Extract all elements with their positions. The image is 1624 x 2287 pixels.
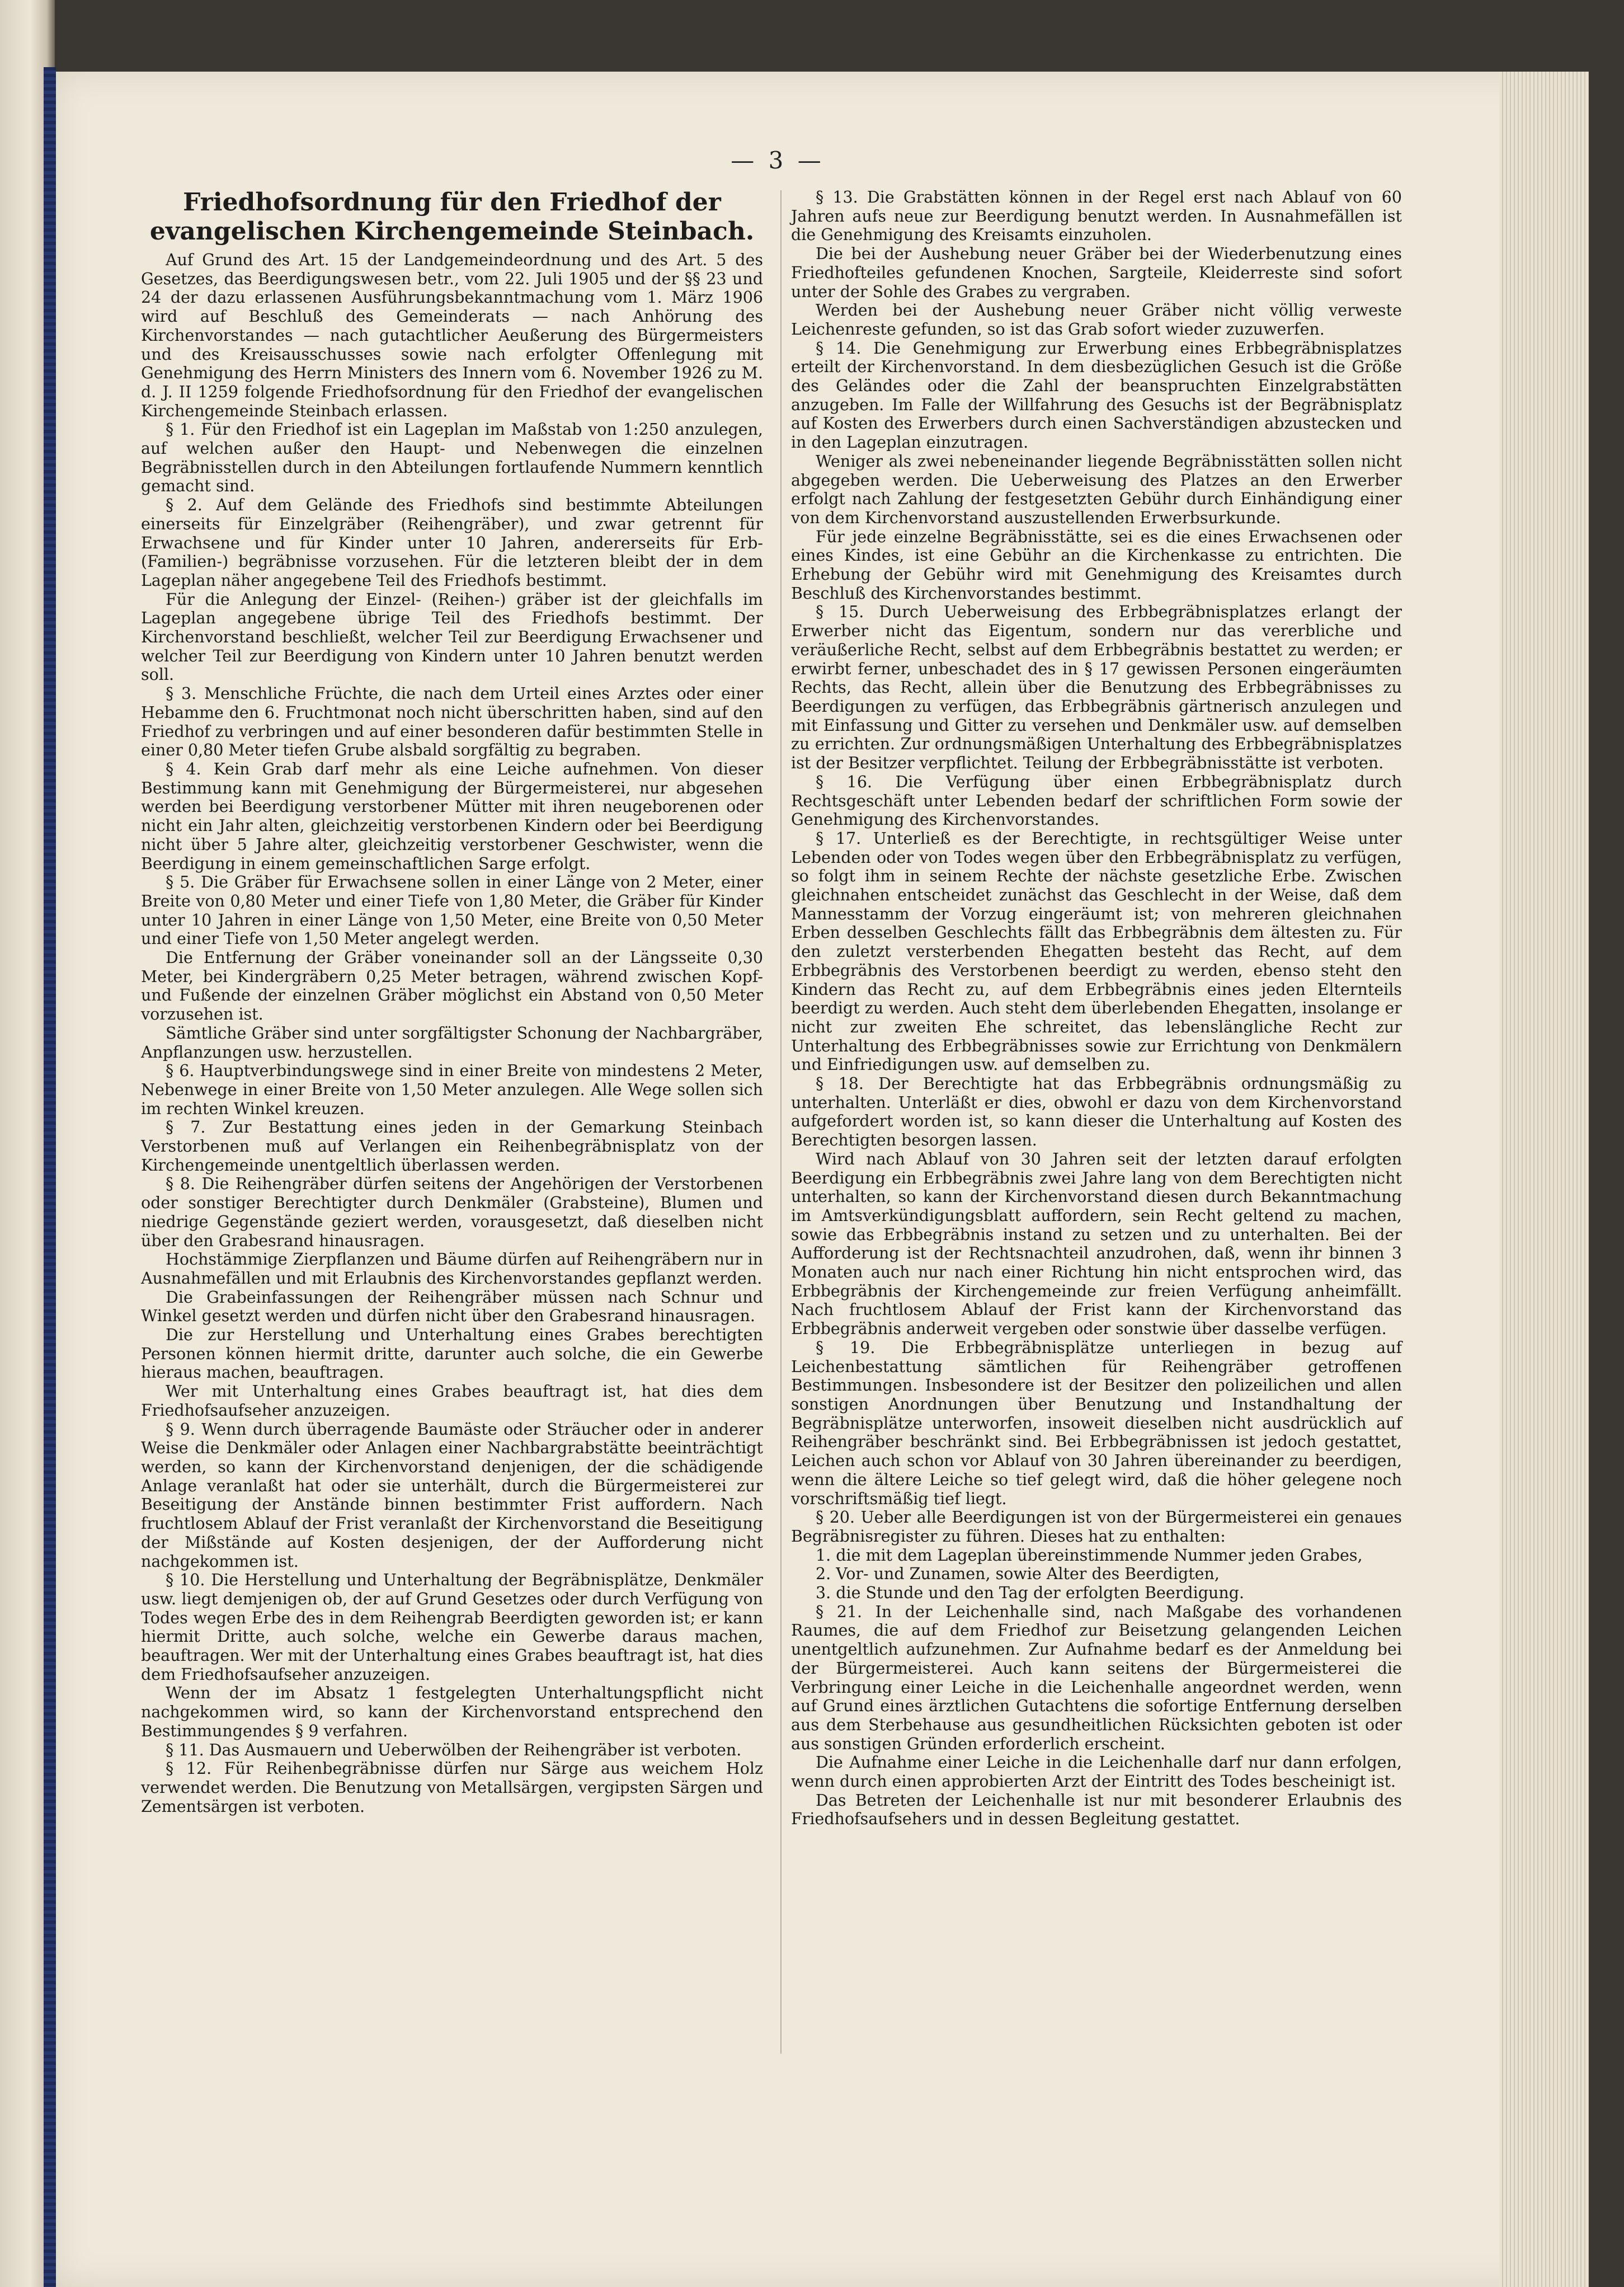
paragraph: Die bei der Aushebung neuer Gräber bei der Wiederbenutzung eines Friedhofteiles gefundenen Knochen, Sargteile, Kleiderreste sind sofort unter der Sohle des Grabes zu vergraben. [791, 245, 1402, 301]
paragraph: § 7. Zur Bestattung eines jeden in der Gemarkung Steinbach Verstorbenen muß auf Verlangen ein Reihenbegräbnisplatz von der Kirchengemeinde unentgeltlich überlassen werden. [141, 1118, 763, 1175]
paragraph: § 14. Die Genehmigung zur Erwerbung eines Erbbegräbnisplatzes erteilt der Kirchenvorstand. In dem diesbezüglichen Gesuch ist die Größe des Geländes oder die Zahl der beanspruchten Einzelgrabstätten anzugeben. Im Falle der Willfahrung des Gesuchs ist der Begräbnisplatz auf Kosten des Erwerbers durch einen Sachverständigen abzustecken und in den Lageplan einzutragen. [791, 339, 1402, 452]
paragraph: Die Grabeinfassungen der Reihengräber müssen nach Schnur und Winkel gesetzt werden und dürfen nicht über den Grabesrand hinausragen. [141, 1288, 763, 1326]
right-column [791, 188, 1402, 1829]
list-item: 2. Vor- und Zunamen, sowie Alter des Beerdigten, [816, 1565, 1220, 1584]
paragraph: § 9. Wenn durch überragende Baumäste oder Sträucher oder in anderer Weise die Denkmäler oder Anlagen einer Nachbargrabstätte beeinträchtigt werden, so kann der Kirchenvorstand denjenigen, der die schädigende Anlage veranlaßt hat oder sie unterhält, durch die Bürgermeisterei zur Beseitigung der Anstände binnen bestimmter Frist auffordern. Nach fruchtlosem Ablauf der Frist veranlaßt der Kirchenvorstand die Beseitigung der Mißstände auf Kosten desjenigen, der der Aufforderung nicht nachgekommen ist. [141, 1420, 763, 1571]
paragraph: Die Aufnahme einer Leiche in die Leichenhalle darf nur dann erfolgen, wenn durch einen approbierten Arzt der Eintritt des Todes bescheinigt ist. [791, 1753, 1402, 1791]
paragraph: § 5. Die Gräber für Erwachsene sollen in einer Länge von 2 Meter, einer Breite von 0,80 Meter und einer Tiefe von 1,80 Meter, die Gräber für Kinder unter 10 Jahren in einer Länge von 1,50 Meter, eine Breite von 0,50 Meter und einer Tiefe von 1,50 Meter angelegt werden. [141, 873, 763, 948]
paragraph: Wenn der im Absatz 1 festgelegten Unterhaltungspflicht nicht nachgekommen wird, so kann der Kirchenvorstand entsprechend den Bestimmungendes § 9 verfahren. [141, 1684, 763, 1740]
paragraph: Weniger als zwei nebeneinander liegende Begräbnisstätten sollen nicht abgegeben werden. Die Ueberweisung des Platzes an den Erwerber erfolgt nach Zahlung der festgesetzten Gebühr durch Einhändigung einer von dem Kirchenvorstand auszustellenden Erwerbsurkunde. [791, 452, 1402, 527]
paragraph: § 19. Die Erbbegräbnisplätze unterliegen in bezug auf Leichenbestattung sämtlichen für Reihengräber getroffenen Bestimmungen. Insbesondere ist der Besitzer den polizeilichen und allen sonstigen Anordnungen über Benutzung und Instandhaltung der Begräbnisplätze unterworfen, insoweit dieselben nicht ausdrücklich auf Reihengräber beschränkt sind. Bei Erbbegräbnissen ist jedoch gestattet, Leichen auch schon vor Ablauf von 30 Jahren übereinander zu beerdigen, wenn die ältere Leiche so tief gelegt wird, daß die höher gelegene noch vorschriftsmäßig tief liegt. [791, 1338, 1402, 1508]
paragraph: Für jede einzelne Begräbnisstätte, sei es die eines Erwachsenen oder eines Kindes, ist eine Gebühr an die Kirchenkasse zu entrichten. Die Erhebung der Gebühr wird mit Genehmigung des Kreisamtes durch Beschluß des Kirchenvorstandes bestimmt. [791, 527, 1402, 603]
paragraph: Die Entfernung der Gräber voneinander soll an der Längsseite 0,30 Meter, bei Kindergräbern 0,25 Meter betragen, während zwischen Kopf- und Fußende der einzelnen Gräber möglichst ein Abstand von 0,50 Meter vorzusehen ist. [141, 948, 763, 1024]
paragraph: § 11. Das Ausmauern und Ueberwölben der Reihengräber ist verboten. [166, 1740, 742, 1759]
paragraph: § 10. Die Herstellung und Unterhaltung der Begräbnisplätze, Denkmäler usw. liegt demjenigen ob, der auf Grund Gesetzes oder durch Verfügung von Todes wegen Erbe des in dem Reihengrab Beerdigten geworden ist; er kann hiermit Dritte, auch solche, welche ein Gewerbe daraus machen, beauftragen. Wer mit der Unterhaltung eines Grabes beauftragt ist, hat dies dem Friedhofsaufseher anzuzeigen. [141, 1571, 763, 1684]
paragraph: § 6. Hauptverbindungswege sind in einer Breite von mindestens 2 Meter, Nebenwege in einer Breite von 1,50 Meter anzulegen. Alle Wege sollen sich im rechten Winkel kreuzen. [141, 1062, 763, 1118]
list-item: 1. die mit dem Lageplan übereinstimmende Nummer jeden Grabes, [816, 1546, 1363, 1565]
column-divider [780, 190, 782, 2054]
paragraph: § 8. Die Reihengräber dürfen seitens der Angehörigen der Verstorbenen oder sonstiger Berechtigter durch Denkmäler (Grabsteine), Blumen und niedrige Gegenstände geziert werden, vorausgesetzt, daß dieselben nicht über den Grabesrand hinausragen. [141, 1175, 763, 1250]
paragraph: § 2. Auf dem Gelände des Friedhofs sind bestimmte Abteilungen einerseits für Einzelgräber (Reihengräber), und zwar getrennt für Erwachsene und für Kinder unter 10 Jahren, andererseits für Erb- (Familien-) begräbnisse vorzusehen. Für die letzteren bleibt der in dem Lageplan näher angegebene Teil des Friedhofs bestimmt. [141, 496, 763, 590]
paragraph: § 13. Die Grabstätten können in der Regel erst nach Ablauf von 60 Jahren aufs neue zur Beerdigung benutzt werden. In Ausnahmefällen ist die Genehmigung des Kreisamts einzuholen. [791, 188, 1402, 245]
paragraph: § 15. Durch Ueberweisung des Erbbegräbnisplatzes erlangt der Erwerber nicht das Eigentum, sondern nur das vererbliche und veräußerliche Recht, selbst auf dem Erbbegräbnis bestattet zu werden; er erwirbt ferner, unbeschadet des in § 17 gewissen Personen eingeräumten Rechts, das Recht, allein über die Benutzung des Erbbegräbnisses zu Beerdigungen zu verfügen, das Erbbegräbnis gärtnerisch anzulegen und mit Einfassung und Gitter zu versehen und Denkmäler usw. auf demselben zu errichten. Zur ordnungsmäßigen Unterhaltung des Erbbegräbnisplatzes ist der Besitzer verpflichtet. Teilung der Erbbegräbnisstätte ist verboten. [791, 603, 1402, 773]
paragraph: § 21. In der Leichenhalle sind, nach Maßgabe des vorhandenen Raumes, die auf dem Friedhof zur Beisetzung gelangenden Leichen unentgeltlich aufzunehmen. Zur Aufnahme bedarf es der Anmeldung bei der Bürgermeisterei. Auch kann seitens der Bürgermeisterei die Verbringung einer Leiche in die Leichenhalle angeordnet werden, wenn auf Grund eines ärztlichen Gutachtens die sofortige Entfernung derselben aus dem Sterbehause aus gesundheitlichen Rücksichten geboten ist oder aus sonstigen Gründen erforderlich erscheint. [791, 1602, 1402, 1753]
left-column-body [141, 251, 763, 1816]
paragraph: Wird nach Ablauf von 30 Jahren seit der letzten darauf erfolgten Beerdigung ein Erbbegräbnis zwei Jahre lang von dem Berechtigten nicht unterhalten, so kann der Kirchenvorstand diesen durch Bekanntmachung im Amtsverkündigungsblatt auffordern, sein Recht geltend zu machen, sowie das Erbbegräbnis instand zu setzen und zu unterhalten. Bei der Aufforderung ist der Rechtsnachteil anzudrohen, daß, wenn ihr binnen 3 Monaten auch nur nach einer Richtung hin nicht entsprochen wird, das Erbbegräbnis der Kirchengemeinde zur freien Verfügung anheimfällt. Nach fruchtlosem Ablauf der Frist kann der Kirchenvorstand das Erbbegräbnis anderweit vergeben oder sonstwie über dasselbe verfügen. [791, 1149, 1402, 1339]
paragraph: Hochstämmige Zierpflanzen und Bäume dürfen auf Reihengräbern nur in Ausnahmefällen und mit Erlaubnis des Kirchenvorstandes gepflanzt werden. [141, 1250, 763, 1288]
paragraph: Die zur Herstellung und Unterhaltung eines Grabes berechtigten Personen können hiermit dritte, darunter auch solche, die ein Gewerbe hieraus machen, beauftragen. [141, 1326, 763, 1382]
document-title: Friedhofsordnung für den Friedhof der evangelischen Kirchengemeinde Steinbach. [149, 188, 755, 246]
list-item: 3. die Stunde und den Tag der erfolgten Beerdigung. [816, 1584, 1245, 1603]
book-binding [44, 67, 56, 2287]
paragraph: Werden bei der Aushebung neuer Gräber nicht völlig verweste Leichenreste gefunden, so ist das Grab sofort wieder zuzuwerfen. [791, 301, 1402, 339]
paragraph: § 17. Unterließ es der Berechtigte, in rechtsgültiger Weise unter Lebenden oder von Todes wegen über den Erbbegräbnisplatz zu verfügen, so folgt ihm in seinem Rechte der nächste gesetzliche Erbe. Zwischen gleichnahen entscheidet zunächst das Geschlecht in der Weise, daß dem Mannesstamm der Vorzug eingeräumt ist; von mehreren gleichnahen Erben desselben Geschlechts fällt das Erbbegräbnis dem ältesten zu. Für den zuletzt versterbenden Ehegatten besteht das Recht, auf dem Erbbegräbnis des Verstorbenen beerdigt zu werden, ebenso steht den Kindern das Recht zu, auf dem Erbbegräbnis eines jeden Elternteils beerdigt zu werden. Auch steht dem überlebenden Ehegatten, insolange er nicht zur zweiten Ehe schreitet, das lebenslängliche Recht zur Unterhaltung des Erbbegräbnisses sowie zur Errichtung von Denkmälern und Einfriedigungen usw. auf demselben zu. [791, 829, 1402, 1074]
paragraph: § 18. Der Berechtigte hat das Erbbegräbnis ordnungsmäßig zu unterhalten. Unterläßt er dies, obwohl er dazu von dem Kirchenvorstand aufgefordert worden ist, so kann dieser die Unterhaltung auf Kosten des Berechtigten besorgen lassen. [791, 1074, 1402, 1150]
paragraph: Sämtliche Gräber sind unter sorgfältigster Schonung der Nachbargräber, Anpflanzungen usw. herzustellen. [141, 1023, 763, 1062]
paragraph: Das Betreten der Leichenhalle ist nur mit besonderer Erlaubnis des Friedhofsaufsehers und in dessen Begleitung gestattet. [791, 1791, 1402, 1829]
paragraph: Für die Anlegung der Einzel- (Reihen-) gräber ist der gleichfalls im Lageplan angegebene übrige Teil des Friedhofs bestimmt. Der Kirchenvorstand beschließt, welcher Teil zur Beerdigung Erwachsener und welcher Teil zur Beerdigung von Kindern unter 10 Jahren benutzt werden soll. [141, 590, 763, 684]
paragraph: § 12. Für Reihenbegräbnisse dürfen nur Särge aus weichem Holz verwendet werden. Die Benutzung von Metallsärgen, vergipsten Särgen und Zementsärgen ist verboten. [141, 1759, 763, 1816]
paragraph: Wer mit Unterhaltung eines Grabes beauftragt ist, hat dies dem Friedhofsaufseher anzuzeigen. [141, 1382, 763, 1420]
page-number: — 3 — [731, 147, 825, 174]
register-list [791, 1546, 1402, 1603]
right-column-body-continued [791, 1603, 1402, 1829]
paragraph: § 16. Die Verfügung über einen Erbbegräbnisplatz durch Rechtsgeschäft unter Lebenden bedarf der schriftlichen Form sowie der Genehmigung des Kirchenvorstandes. [791, 772, 1402, 829]
paragraph: § 20. Ueber alle Beerdigungen ist von der Bürgermeisterei ein genaues Begräbnisregister zu führen. Dieses hat zu enthalten: [791, 1508, 1402, 1546]
left-column [141, 188, 763, 1816]
page-block-edges [1499, 72, 1589, 2287]
paragraph: § 4. Kein Grab darf mehr als eine Leiche aufnehmen. Von dieser Bestimmung kann mit Genehmigung der Bürgermeisterei, nur abgesehen werden bei Beerdigung verstorbener Mütter mit ihren neugeborenen oder nicht ein Jahr alten, gleichzeitig verstorbenen Kindern oder bei Beerdigung nicht über 5 Jahre alter, gleichzeitig verstorbener Geschwister, wenn die Beerdigung in einem gemeinschaftlichen Sarge erfolgt. [141, 759, 763, 873]
right-column-body [791, 188, 1402, 1546]
paragraph: Auf Grund des Art. 15 der Landgemeindeordnung und des Art. 5 des Gesetzes, das Beerdigungswesen betr., vom 22. Juli 1905 und der §§ 23 und 24 der dazu erlassenen Ausführungsbekanntmachung vom 1. März 1906 wird auf Beschluß des Gemeinderats — nach Anhörung des Kirchenvorstandes — nach gutachtlicher Aeußerung des Bürgermeisters und des Kreisausschusses sowie nach erfolgter Offenlegung mit Genehmigung des Herrn Ministers des Innern vom 6. November 1926 zu M. d. J. II 1259 folgende Friedhofsordnung für den Friedhof der evangelischen Kirchengemeinde Steinbach erlassen. [141, 251, 763, 420]
paragraph: § 1. Für den Friedhof ist ein Lageplan im Maßstab von 1:250 anzulegen, auf welchen außer den Haupt- und Nebenwegen die einzelnen Begräbnisstellen durch in den Abteilungen fortlaufende Nummern kenntlich gemacht sind. [141, 420, 763, 496]
paragraph: § 3. Menschliche Früchte, die nach dem Urteil eines Arztes oder einer Hebamme den 6. Fruchtmonat noch nicht überschritten haben, sind auf den Friedhof zu verbringen und auf einer besonderen dafür bestimmten Stelle in einer 0,80 Meter tiefen Grube alsbald sorgfältig zu begraben. [141, 684, 763, 760]
